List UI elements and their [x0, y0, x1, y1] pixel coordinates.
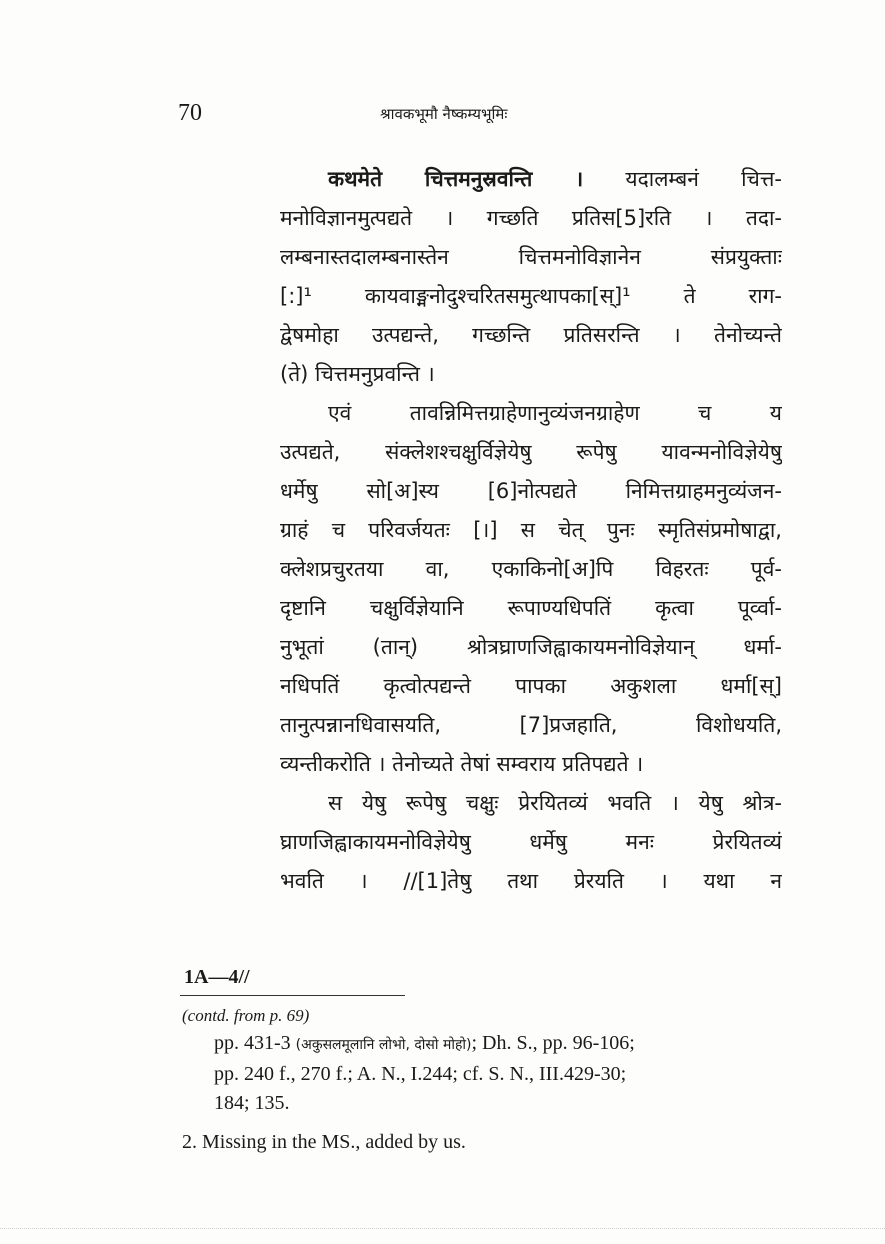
text-line: नुभूतां (तान्) श्रोत्रघ्राणजिह्वाकायमनोविज्ञेयान् धर्मा- [280, 635, 782, 659]
text-line: धर्मेषु सो[अ]स्य [6]नोत्पद्यते निमित्तग्राहमनुव्यंजन- [280, 479, 782, 503]
text-line: व्यन्तीकरोति । तेनोच्यते तेषां सम्वराय प्रतिपद्यते । [280, 752, 644, 776]
text-line: भवति । //[1]तेषु तथा प्रेरयति । यथा न [280, 869, 782, 893]
text-line: उत्पद्यते, संक्लेशश्चक्षुर्विज्ञेयेषु रूपेषु यावन्मनोविज्ञेयेषु [280, 440, 782, 464]
footnote-line: pp. 240 f., 270 f.; A. N., I.244; cf. S. N., III.429-30; [214, 1063, 627, 1085]
footnote-line: 184; 135. [214, 1092, 290, 1114]
continued-note-label: (contd. from p. 69) [182, 1006, 310, 1025]
footnote-line [182, 1029, 802, 1060]
text-line: स येषु रूपेषु चक्षुः प्रेरयितव्यं भवति । येषु श्रोत्र- [328, 791, 782, 815]
text-line: [:]¹ कायवाङ्मनोदुश्चरितसमुत्थापका[स्]¹ ते राग- [280, 284, 782, 308]
folio-margin-note: 1A—4// [184, 966, 250, 988]
text-line: एवं तावन्निमित्तग्राहेणानुव्यंजनग्राहेण च य [328, 401, 782, 425]
page-number: 70 [178, 100, 202, 126]
text-line: द्वेषमोहा उत्पद्यन्ते, गच्छन्ति प्रतिसरन्ति । तेनोच्यन्ते [280, 323, 782, 347]
text-line: घ्राणजिह्वाकायमनोविज्ञेयेषु धर्मेषु मनः प्रेरयितव्यं [280, 830, 782, 854]
running-head: श्रावकभूमौ नैष्कम्यभूमिः [380, 105, 508, 123]
text-segment: यदालम्बनं चित्त- [625, 167, 782, 191]
text-line: नधिपतिं कृत्वोत्पद्यन्ते पापका अकुशला धर्मा[स्] [280, 674, 782, 698]
text-line: (ते) चित्तमनुप्रवन्ति । [280, 362, 435, 386]
footnote-rule [180, 995, 405, 996]
text-line: मनोविज्ञानमुत्पद्यते । गच्छति प्रतिस[5]रति । तदा- [280, 206, 782, 230]
bold-lead-phrase: कथमेते चित्तमनुस्रवन्ति । [328, 167, 584, 191]
footnote-pali-quote: (अकुसलमूलानि लोभो, दोसो मोहो) [295, 1037, 472, 1053]
page-bottom-edge [0, 1228, 885, 1229]
text-line [280, 160, 782, 199]
footnote-segment: pp. 431-3 [214, 1032, 296, 1054]
text-line: लम्बनास्तदालम्बनास्तेन चित्तमनोविज्ञानेन संप्रयुक्ताः [280, 245, 782, 269]
footnote-2: 2. Missing in the MS., added by us. [182, 1131, 466, 1153]
footnotes [182, 1003, 802, 1157]
footnote-segment: ; Dh. S., pp. 96-106; [471, 1032, 635, 1054]
text-line: दृष्टानि चक्षुर्विज्ञेयानि रूपाण्यधिपतिं कृत्वा पूर्व्वा- [280, 596, 782, 620]
text-line: क्लेशप्रचुरतया वा, एकाकिनो[अ]पि विहरतः पूर्व- [280, 557, 782, 581]
text-line: ग्राहं च परिवर्जयतः [।] स चेत् पुनः स्मृतिसंप्रमोषाद्वा, [280, 518, 782, 542]
body-text [280, 160, 782, 901]
text-line: तानुत्पन्नानधिवासयति, [7]प्रजहाति, विशोधयति, [280, 713, 782, 737]
